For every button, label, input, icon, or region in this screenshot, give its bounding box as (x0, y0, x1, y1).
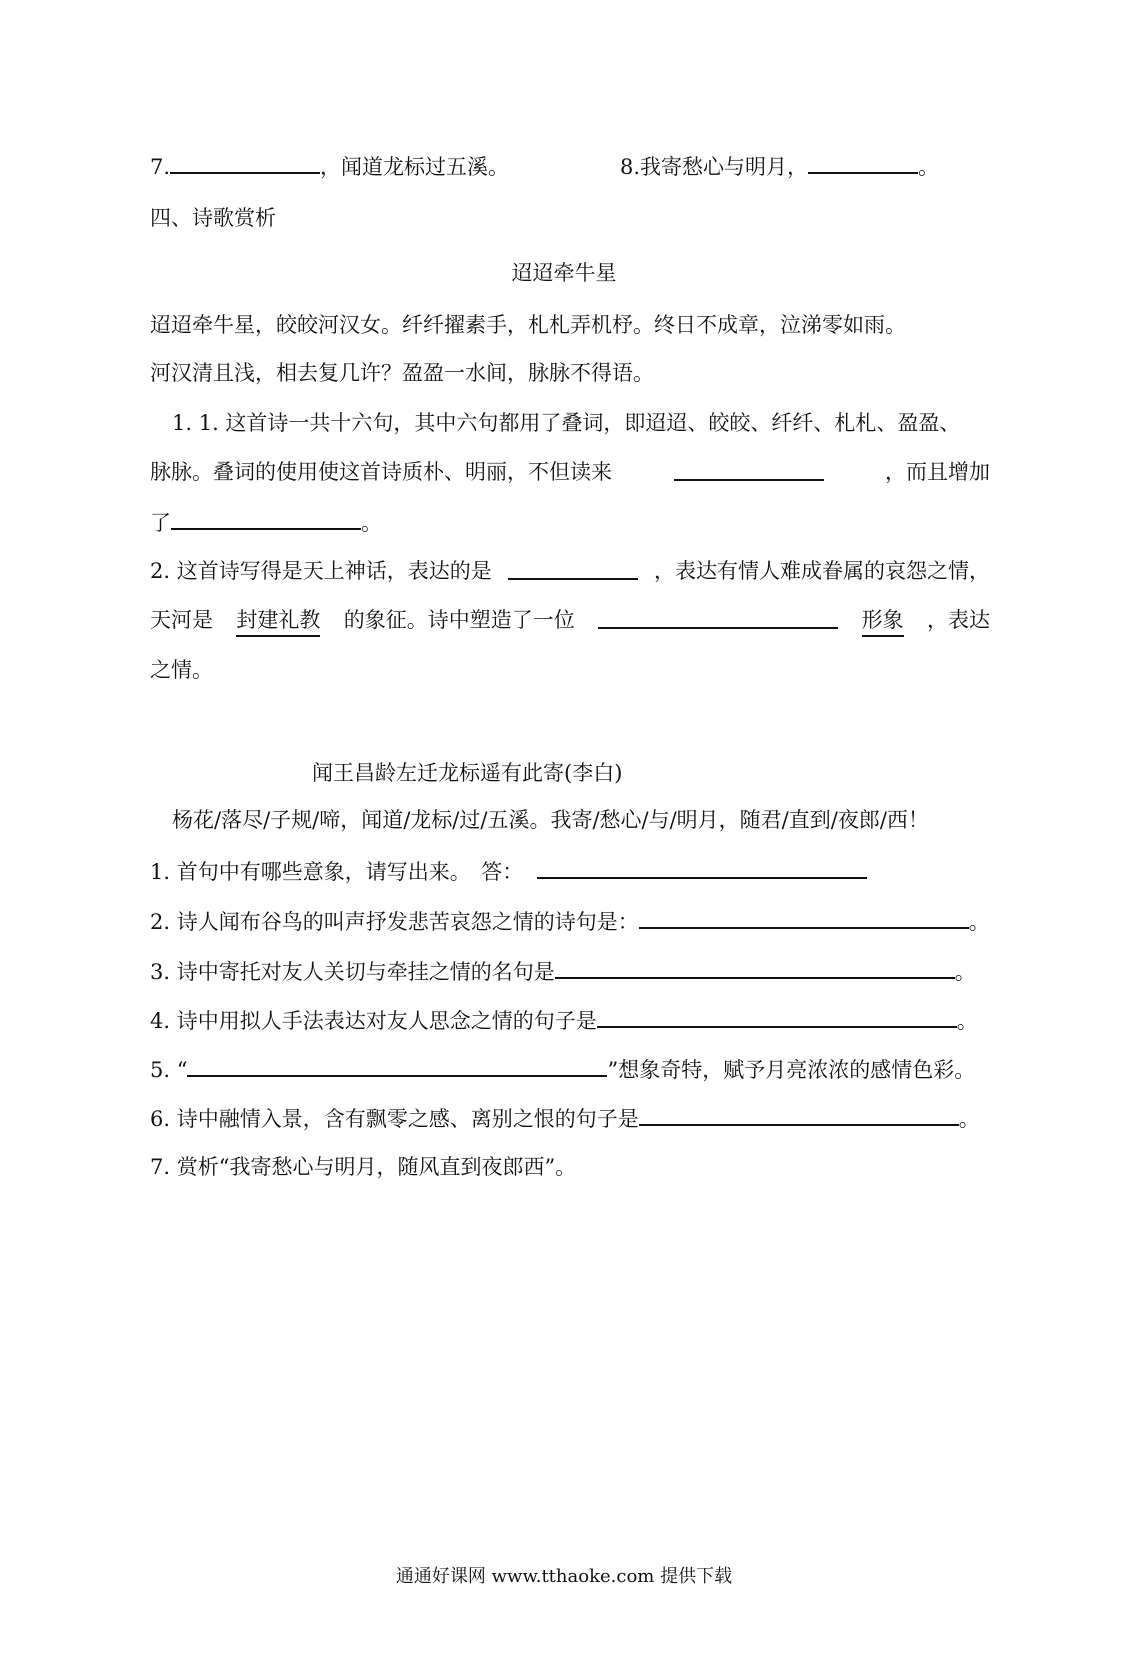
answer-blank[interactable] (639, 1102, 959, 1126)
footer-credit: 通通好课网 www.tthaoke.com 提供下载 (395, 1566, 733, 1587)
poem1-q1-text-b1: 脉脉。叠词的使用使这首诗质朴、明丽，不但读来 (150, 460, 612, 484)
poem2-q6-text: 6. 诗中融情入景，含有飘零之感、离别之恨的句子是 (150, 1107, 639, 1131)
poem1-q2-text-b1: 天河是 (150, 608, 213, 632)
poem2-title: 闻王昌龄左迁龙标遥有此寄(李白) (312, 761, 623, 785)
poem1-line-1: 迢迢牵牛星，皎皎河汉女。纤纤擢素手，札札弄机杼。终日不成章，泣涕零如雨。 (150, 313, 906, 337)
poem1-q2-text-a1: 2. 这首诗写得是天上神话，表达的是 (150, 559, 492, 583)
poem2-text: 杨花/落尽/子规/啼，闻道/龙标/过/五溪。我寄/愁心/与/明月，随君/直到/夜郎/西！ (172, 808, 929, 832)
poem2-q4-end: 。 (956, 1009, 978, 1033)
poem1-q2-text-a2: ，表达有情人难成眷属的哀怨之情， (654, 559, 990, 583)
question-8-end: 。 (918, 155, 940, 179)
answer-blank[interactable] (171, 506, 361, 530)
answer-blank[interactable] (639, 905, 969, 929)
poem1-q1-line-b (150, 457, 990, 487)
section-title: 四、诗歌赏析 (150, 206, 276, 230)
answer-blank[interactable] (187, 1053, 607, 1077)
answer-blank[interactable] (508, 556, 638, 580)
question-7-number: 7. (150, 155, 171, 179)
poem1-title: 迢迢牵牛星 (511, 261, 617, 285)
poem1-q2-text-b3: 形象 (862, 605, 904, 637)
poem2-q5 (150, 1053, 975, 1085)
poem1-q1-text-b2: ，而且增加 (885, 460, 990, 484)
poem2-q3 (150, 955, 976, 987)
question-8-line (620, 150, 939, 182)
poem2-q6-end: 。 (958, 1107, 980, 1131)
poem2-q2 (150, 905, 990, 937)
poem2-q1 (150, 855, 867, 887)
poem1-q1-text-c1: 了 (150, 511, 171, 535)
answer-blank[interactable] (674, 457, 824, 481)
poem2-q4-text: 4. 诗中用拟人手法表达对友人思念之情的句子是 (150, 1009, 597, 1033)
poem2-q5-open: 5. “ (150, 1058, 188, 1082)
poem2-q7: 7. 赏析“我寄愁心与明月，随风直到夜郎西”。 (150, 1155, 577, 1179)
poem1-q2-line-a (150, 556, 990, 586)
poem1-q1-text-c2: 。 (361, 511, 382, 535)
poem2-q5-text: ”想象奇特，赋予月亮浓浓的感情色彩。 (607, 1058, 976, 1082)
poem2-q3-text: 3. 诗中寄托对友人关切与牵挂之情的名句是 (150, 960, 555, 984)
answer-blank[interactable] (537, 855, 867, 879)
poem1-q2-text-b4: ，表达 (926, 608, 990, 632)
answer-blank[interactable] (555, 955, 955, 979)
poem2-q4 (150, 1004, 978, 1036)
answer-blank[interactable] (808, 150, 918, 174)
answer-blank[interactable] (597, 1004, 957, 1028)
question-7-text: ，闻道龙标过五溪。 (320, 155, 510, 179)
poem2-q2-end: 。 (968, 910, 990, 934)
underlined-phrase: 封建礼教 (236, 605, 320, 637)
poem1-q2-text-b2: 的象征。诗中塑造了一位 (343, 608, 575, 632)
poem1-q2-line-c: 之情。 (150, 658, 213, 682)
question-7-line (150, 150, 509, 182)
poem2-q2-text: 2. 诗人闻布谷鸟的叫声抒发悲苦哀怨之情的诗句是： (150, 910, 639, 934)
answer-blank[interactable] (170, 150, 320, 174)
poem1-q2-line-b (150, 605, 990, 637)
answer-blank[interactable] (598, 605, 838, 629)
poem1-line-2: 河汉清且浅，相去复几许？盈盈一水间，脉脉不得语。 (150, 361, 654, 385)
poem1-q1-line-c (150, 506, 382, 538)
poem2-q6 (150, 1102, 980, 1134)
poem1-q1-line-a: 1. 1. 这首诗一共十六句，其中六句都用了叠词，即迢迢、皎皎、纤纤、札札、盈盈、 (172, 411, 961, 435)
question-8-text: 8.我寄愁心与明月， (620, 155, 809, 179)
poem2-q1-text: 1. 首句中有哪些意象，请写出来。 答： (150, 860, 524, 884)
poem2-q3-end: 。 (954, 960, 976, 984)
